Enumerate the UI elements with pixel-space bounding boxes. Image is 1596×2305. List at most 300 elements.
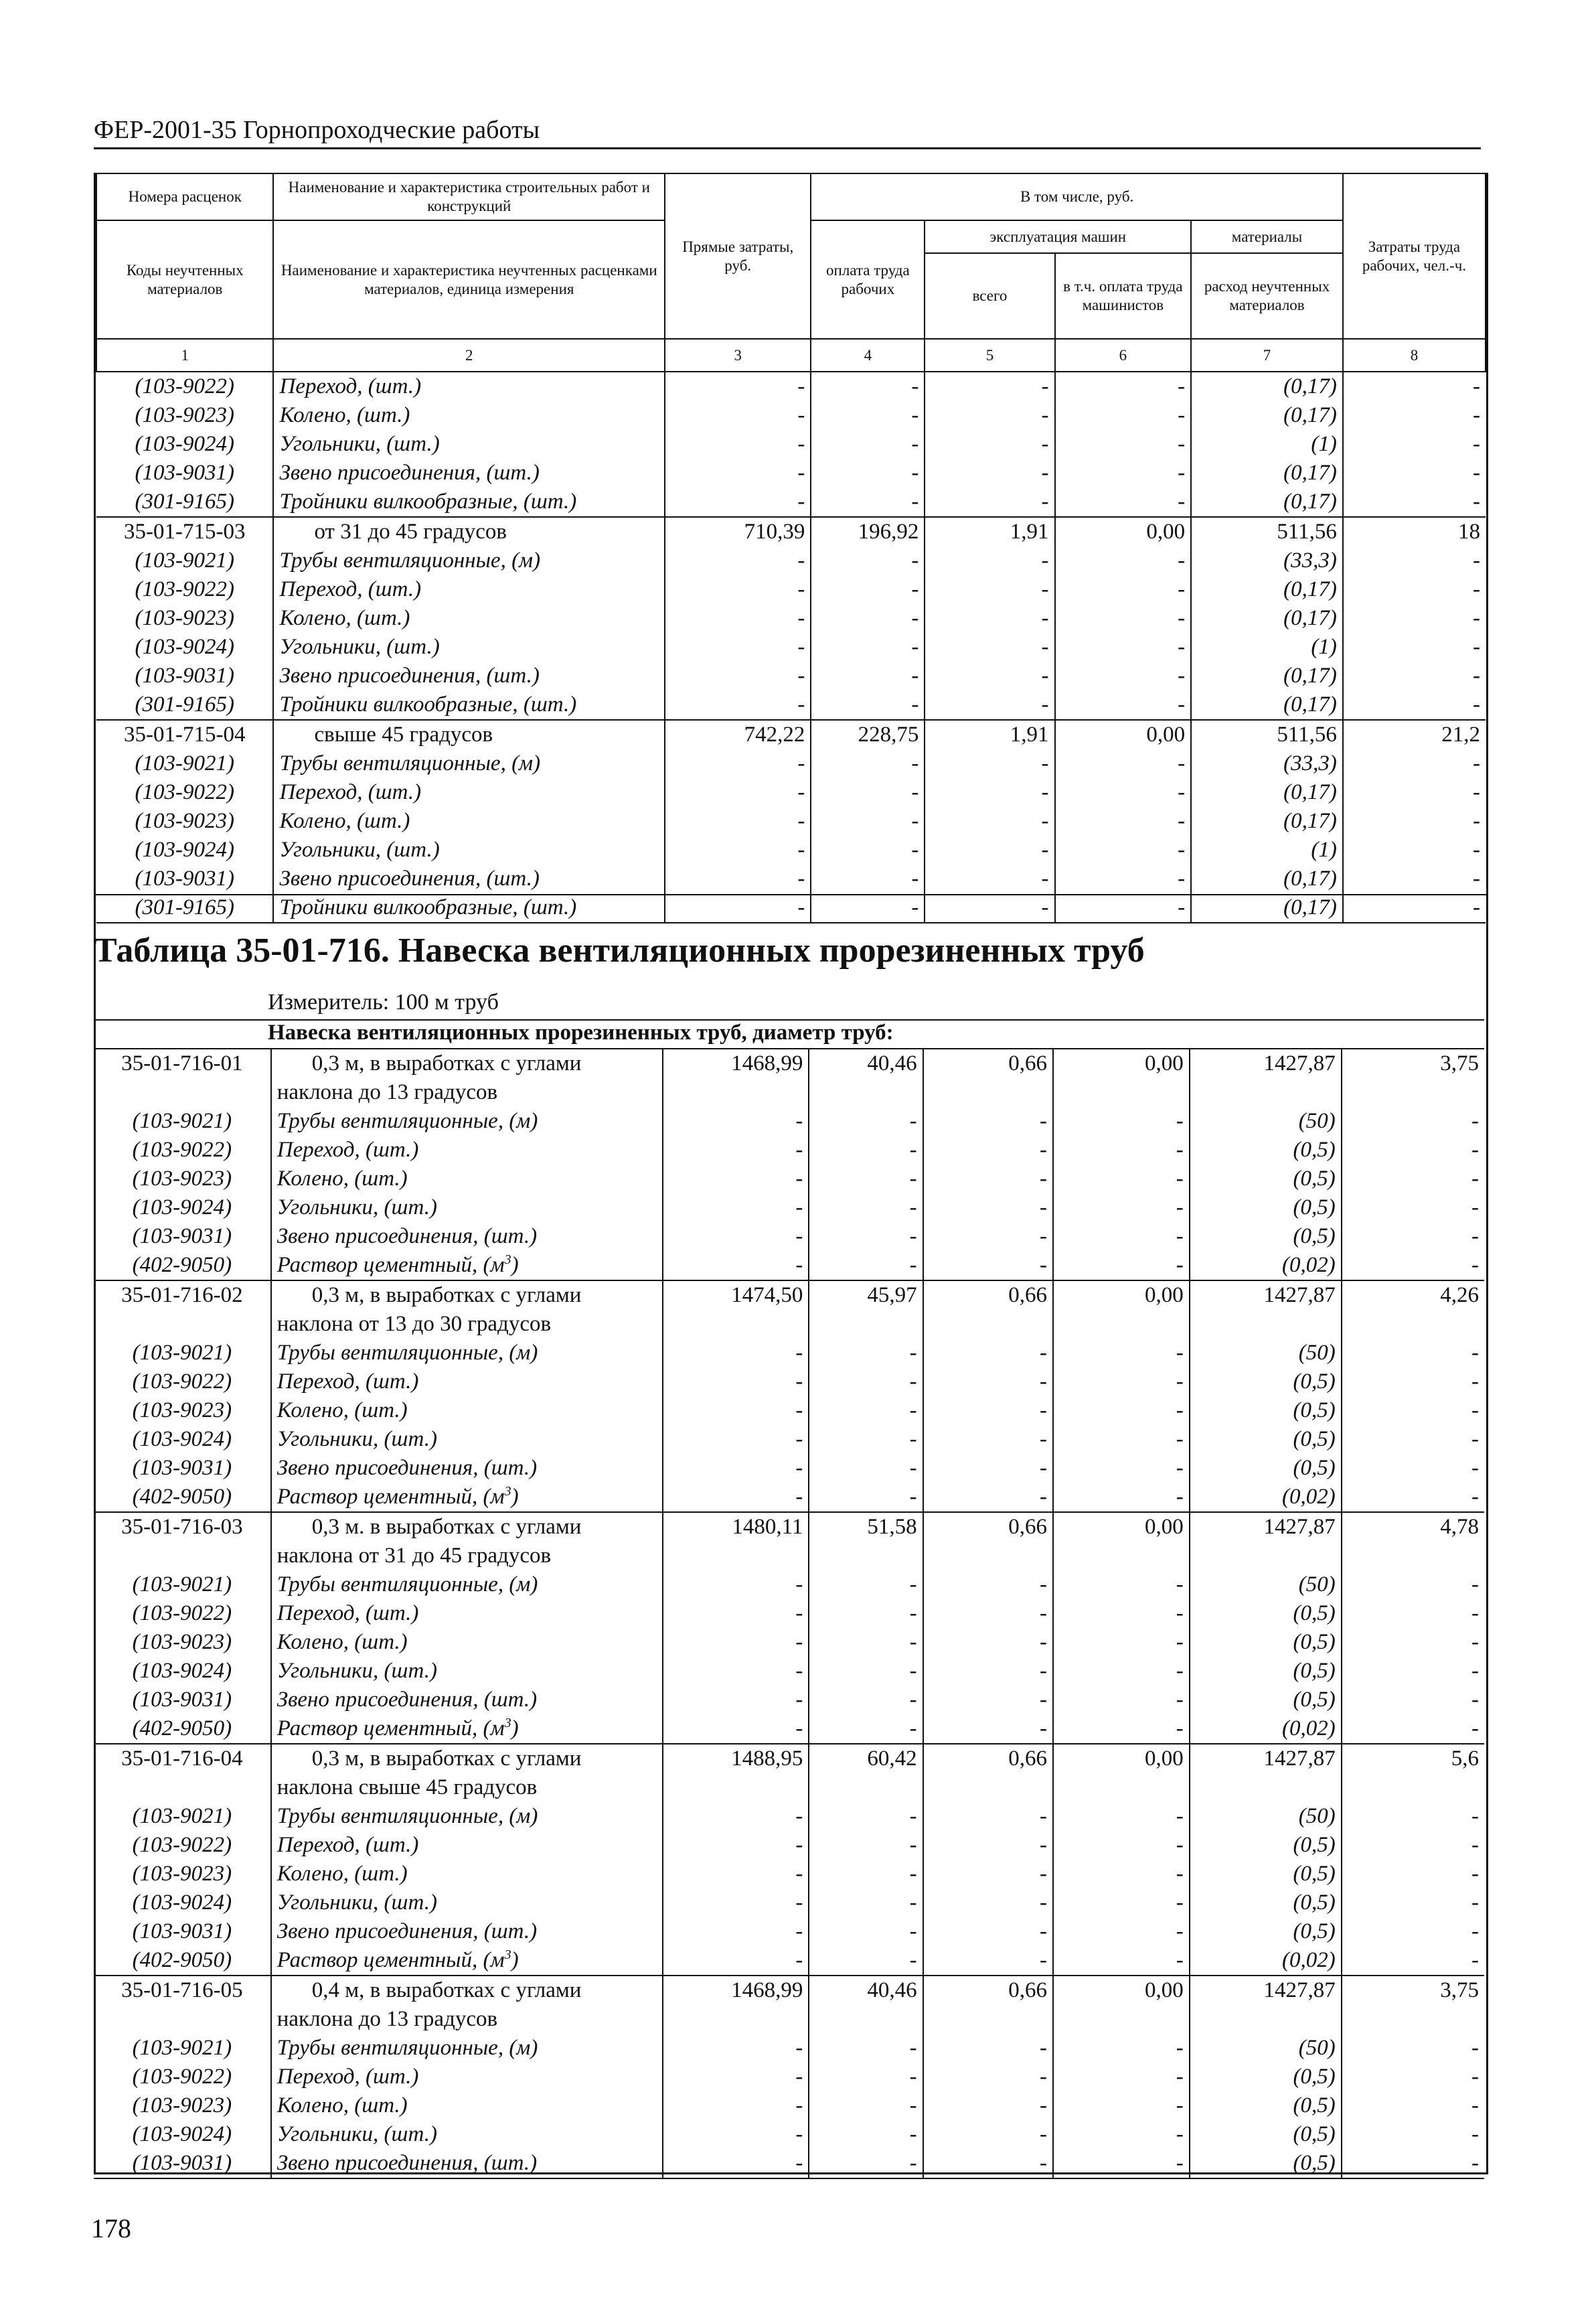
labor-hours-cell: -	[1473, 374, 1480, 398]
machines-total-cell: -	[925, 604, 1054, 633]
rate-code-cell: 35-01-716-01	[94, 1049, 271, 1078]
table-row	[94, 1686, 1484, 1714]
item-name-text: Колено, (шт.)	[276, 1862, 408, 1886]
table-row	[94, 2005, 1484, 2034]
rate-row	[94, 1049, 1484, 1078]
unit-superscript: 3	[504, 1252, 511, 1267]
machinist-pay-cell: -	[1053, 1107, 1190, 1136]
rate-code-cell: (402-9050)	[94, 1251, 271, 1280]
machines-total-cell: -	[925, 575, 1054, 604]
rate-code-cell: (103-9022)	[96, 778, 273, 807]
machinist-pay-cell: -	[1053, 1802, 1190, 1831]
item-name-cell	[271, 1657, 663, 1686]
labor-hours-cell: -	[1473, 780, 1480, 804]
direct-costs-cell: -	[665, 430, 811, 459]
table-row	[94, 1657, 1484, 1686]
labor-hours-cell: -	[1342, 2149, 1484, 2178]
material-usage-cell: (0,17)	[1191, 778, 1343, 807]
machines-total-cell: -	[923, 1193, 1053, 1222]
item-name-text: Колено, (шт.)	[276, 1630, 408, 1654]
machines-total-cell: -	[923, 1860, 1053, 1888]
machines-total-cell: -	[923, 1454, 1053, 1483]
rate-code-cell: (103-9031)	[94, 1454, 271, 1483]
machinist-pay-cell: -	[1053, 1367, 1190, 1396]
direct-costs-cell: -	[665, 690, 811, 720]
machinist-pay-cell	[1053, 1773, 1190, 1802]
item-name-cell	[271, 1107, 663, 1136]
labor-hours-cell	[1342, 1078, 1484, 1107]
machinist-pay-cell: -	[1053, 2149, 1190, 2178]
labor-hours-cell: -	[1473, 432, 1480, 456]
rate-code-cell	[94, 1078, 271, 1107]
worker-pay-cell: -	[809, 1831, 923, 1860]
item-name-cell	[271, 1310, 663, 1339]
worker-pay-cell: -	[811, 546, 925, 575]
machines-total-cell: -	[923, 1396, 1053, 1425]
machines-total-cell: -	[925, 430, 1054, 459]
item-name-text: Угольники, (шт.)	[279, 432, 440, 456]
item-name-cell	[271, 1802, 663, 1831]
worker-pay-cell: 45,97	[809, 1280, 923, 1310]
worker-pay-cell: -	[811, 488, 925, 517]
direct-costs-cell: -	[663, 1454, 809, 1483]
table-row	[94, 1425, 1484, 1454]
labor-hours-cell: -	[1471, 2036, 1479, 2060]
table-row	[96, 690, 1486, 720]
machinist-pay-cell	[1053, 1078, 1190, 1107]
rate-code-cell: (103-9024)	[96, 836, 273, 865]
item-name-text: 0,3 м, в выработках с углами	[311, 1746, 582, 1771]
rate-code-cell: (103-9021)	[94, 1570, 271, 1599]
worker-pay-cell: -	[809, 1860, 923, 1888]
labor-hours-cell: 5,6	[1342, 1744, 1484, 1773]
worker-pay-cell: 51,58	[809, 1512, 923, 1542]
direct-costs-cell: -	[665, 749, 811, 778]
machines-total-cell: -	[923, 1107, 1053, 1136]
material-usage-cell: (1)	[1191, 836, 1343, 865]
direct-costs-cell: -	[665, 893, 811, 923]
item-name-cell	[271, 1049, 663, 1078]
machinist-pay-cell: -	[1055, 690, 1192, 720]
worker-pay-cell: -	[809, 1251, 923, 1280]
direct-costs-cell: -	[663, 2091, 809, 2120]
table-row	[96, 865, 1486, 893]
worker-pay-cell: -	[809, 1222, 923, 1251]
column-number: 7	[1191, 339, 1343, 372]
material-usage-cell: (0,17)	[1191, 690, 1343, 720]
machines-total-cell: -	[923, 1888, 1053, 1917]
item-name-cell	[273, 865, 665, 893]
running-header	[94, 113, 1481, 149]
item-name-cell	[271, 2091, 663, 2120]
labor-hours-cell: -	[1473, 403, 1480, 427]
material-usage-cell: (0,17)	[1191, 372, 1343, 401]
direct-costs-cell: -	[663, 1367, 809, 1396]
machines-total-cell: -	[923, 1251, 1053, 1280]
material-usage-cell: (0,02)	[1190, 1483, 1342, 1512]
direct-costs-cell: -	[663, 2063, 809, 2091]
labor-hours-cell: -	[1471, 1253, 1479, 1277]
worker-pay-cell: -	[811, 690, 925, 720]
labor-hours-cell: -	[1471, 1630, 1479, 1654]
worker-pay-cell: -	[811, 401, 925, 430]
material-usage-cell: (33,3)	[1191, 546, 1343, 575]
material-usage-cell	[1190, 1542, 1342, 1570]
machinist-pay-cell: -	[1055, 633, 1192, 662]
item-name-text: Переход, (шт.)	[276, 1369, 419, 1394]
rate-code-cell: (103-9031)	[94, 1686, 271, 1714]
machinist-pay-cell: -	[1053, 1599, 1190, 1628]
machinist-pay-cell: -	[1053, 1860, 1190, 1888]
table-row	[94, 1136, 1484, 1165]
direct-costs-cell: -	[663, 1339, 809, 1367]
labor-hours-cell: -	[1473, 635, 1480, 659]
direct-costs-cell: -	[663, 1802, 809, 1831]
table-body-2	[94, 1049, 1484, 2178]
labor-hours-cell: -	[1471, 1224, 1479, 1248]
item-name-cell	[271, 1542, 663, 1570]
direct-costs-cell: -	[663, 1657, 809, 1686]
material-usage-cell: (0,5)	[1190, 1599, 1342, 1628]
item-name-text: Переход, (шт.)	[276, 1138, 419, 1162]
machinist-pay-cell: -	[1055, 459, 1192, 488]
worker-pay-cell: -	[811, 372, 925, 401]
labor-hours-cell: -	[1473, 867, 1480, 891]
table-row	[94, 2063, 1484, 2091]
table-row	[94, 1542, 1484, 1570]
rate-row	[94, 1744, 1484, 1773]
machinist-pay-cell: -	[1055, 401, 1192, 430]
machines-total-cell: -	[925, 546, 1054, 575]
machinist-pay-cell: -	[1053, 1628, 1190, 1657]
worker-pay-cell: -	[809, 1888, 923, 1917]
item-name-text: 0,3 м. в выработках с углами	[311, 1515, 582, 1539]
item-name-cell	[271, 1860, 663, 1888]
material-usage-cell: 1427,87	[1190, 1976, 1342, 2005]
column-numbers-row	[96, 339, 1486, 372]
item-name-text: Колено, (шт.)	[279, 403, 410, 427]
rate-code-cell: (103-9023)	[94, 1628, 271, 1657]
material-usage-cell	[1190, 1773, 1342, 1802]
item-name-cell	[273, 488, 665, 517]
direct-costs-cell: -	[665, 488, 811, 517]
direct-costs-cell: -	[665, 546, 811, 575]
rate-code-cell	[94, 1773, 271, 1802]
material-usage-cell: (0,5)	[1190, 1888, 1342, 1917]
labor-hours-cell: -	[1473, 461, 1480, 485]
machines-total-cell: 0,66	[923, 1049, 1053, 1078]
rate-code-cell: (103-9024)	[94, 2120, 271, 2149]
table-row	[96, 459, 1486, 488]
worker-pay-cell: -	[809, 1165, 923, 1193]
rate-code-cell: (103-9023)	[96, 807, 273, 836]
rate-code-cell: (402-9050)	[94, 1483, 271, 1512]
labor-hours-cell: -	[1471, 1804, 1479, 1828]
machines-total-cell: -	[923, 1136, 1053, 1165]
machines-total-cell	[923, 1078, 1053, 1107]
worker-pay-cell: -	[811, 749, 925, 778]
machines-total-cell: -	[923, 1165, 1053, 1193]
labor-hours-cell: -	[1473, 606, 1480, 630]
worker-pay-cell: -	[811, 575, 925, 604]
item-name-text: Звено присоединения, (шт.)	[276, 1224, 538, 1248]
rate-code-cell: (103-9021)	[94, 1107, 271, 1136]
table-row	[94, 1917, 1484, 1946]
item-name-text: Трубы вентиляционные, (м)	[276, 2036, 538, 2060]
rate-code-cell: (103-9031)	[94, 1917, 271, 1946]
direct-costs-cell	[663, 1310, 809, 1339]
labor-hours-cell	[1342, 1773, 1484, 1802]
worker-pay-cell: -	[809, 1454, 923, 1483]
machinist-pay-cell: -	[1053, 1454, 1190, 1483]
material-usage-cell: (0,5)	[1190, 1657, 1342, 1686]
machinist-pay-cell: -	[1053, 1193, 1190, 1222]
worker-pay-cell: -	[809, 1339, 923, 1367]
machinist-pay-cell: -	[1053, 1570, 1190, 1599]
table-row	[96, 893, 1486, 923]
worker-pay-cell	[809, 1310, 923, 1339]
direct-costs-cell: -	[663, 1425, 809, 1454]
col-header-rate-number: Номера расценок	[96, 173, 273, 220]
machines-total-cell: -	[925, 807, 1054, 836]
worker-pay-cell: -	[811, 662, 925, 690]
col-header-material-names: Наименование и характеристика неучтенных расценками материалов, единица измерения	[273, 220, 665, 339]
item-name-text: Тройники вилкообразные, (шт.)	[279, 692, 577, 717]
item-name-cell	[273, 546, 665, 575]
item-name-cell	[273, 778, 665, 807]
item-name-text: Звено присоединения, (шт.)	[279, 664, 540, 688]
table-row	[94, 1860, 1484, 1888]
machinist-pay-cell: -	[1053, 1888, 1190, 1917]
worker-pay-cell: -	[809, 1946, 923, 1976]
item-name-cell	[271, 1773, 663, 1802]
item-name-text: Трубы вентиляционные, (м)	[279, 548, 541, 573]
material-usage-cell: (0,17)	[1191, 488, 1343, 517]
machinist-pay-cell: -	[1053, 1917, 1190, 1946]
item-name-cell	[271, 2005, 663, 2034]
material-usage-cell: (0,5)	[1190, 1136, 1342, 1165]
labor-hours-cell	[1342, 1542, 1484, 1570]
table-row	[94, 2149, 1484, 2178]
machines-total-cell: -	[923, 2063, 1053, 2091]
direct-costs-cell: 1474,50	[663, 1280, 809, 1310]
table-row	[94, 1339, 1484, 1367]
machinist-pay-cell: -	[1055, 778, 1192, 807]
machinist-pay-cell: -	[1053, 1425, 1190, 1454]
unit-superscript: 3	[504, 1947, 511, 1962]
rate-code-cell: (103-9031)	[96, 662, 273, 690]
material-usage-cell: (50)	[1190, 1107, 1342, 1136]
item-name-cell	[271, 2034, 663, 2063]
item-name-cell	[271, 1744, 663, 1773]
rate-code-cell	[94, 1310, 271, 1339]
material-usage-cell: (0,17)	[1191, 807, 1343, 836]
labor-hours-cell: -	[1471, 2093, 1479, 2117]
material-usage-cell: 1427,87	[1190, 1280, 1342, 1310]
material-usage-cell: 1427,87	[1190, 1049, 1342, 1078]
labor-hours-cell: 3,75	[1342, 1976, 1484, 2005]
worker-pay-cell: -	[809, 2149, 923, 2178]
material-usage-cell: 1427,87	[1190, 1512, 1342, 1542]
col-header-including: В том числе, руб.	[811, 173, 1343, 220]
item-name-cell	[273, 517, 665, 546]
direct-costs-cell: -	[665, 836, 811, 865]
unit-tail: )	[511, 1253, 519, 1277]
item-name-text: свыше 45 градусов	[314, 723, 493, 747]
machines-total-cell: -	[925, 662, 1054, 690]
direct-costs-cell: -	[663, 1917, 809, 1946]
item-name-cell	[271, 2063, 663, 2091]
table-row	[94, 1628, 1484, 1657]
col-header-worker-pay: оплата труда рабочих	[811, 220, 925, 339]
material-usage-cell: (50)	[1190, 1570, 1342, 1599]
material-usage-cell: (0,02)	[1190, 1251, 1342, 1280]
item-name-text: наклона до 13 градусов	[276, 2007, 498, 2031]
labor-hours-cell: -	[1471, 1601, 1479, 1625]
table-body-1	[96, 372, 1486, 923]
direct-costs-cell: 1468,99	[663, 1049, 809, 1078]
item-name-cell	[273, 720, 665, 749]
rate-code-cell: (103-9023)	[94, 2091, 271, 2120]
column-number: 5	[925, 339, 1054, 372]
material-usage-cell	[1190, 1078, 1342, 1107]
material-usage-cell: (0,17)	[1191, 893, 1343, 923]
machines-total-cell: -	[925, 690, 1054, 720]
rates-table-1	[96, 173, 1486, 923]
rate-code-cell: (103-9022)	[94, 1831, 271, 1860]
machines-total-cell: -	[923, 1686, 1053, 1714]
item-name-text: Угольники, (шт.)	[276, 1890, 437, 1915]
worker-pay-cell	[809, 1078, 923, 1107]
item-name-text: Раствор цементный, (м	[276, 1485, 505, 1509]
item-name-cell	[271, 1222, 663, 1251]
col-header-labor-hours: Затраты труда рабочих, чел.-ч.	[1343, 173, 1486, 339]
machines-total-cell: -	[923, 2034, 1053, 2063]
machinist-pay-cell: -	[1053, 1251, 1190, 1280]
rate-code-cell: (103-9022)	[96, 575, 273, 604]
item-name-cell	[273, 807, 665, 836]
item-name-text: Колено, (шт.)	[279, 809, 410, 833]
item-name-cell	[271, 1888, 663, 1917]
rate-row	[94, 1976, 1484, 2005]
machinist-pay-cell: 0,00	[1055, 517, 1192, 546]
machines-total-cell: -	[923, 1657, 1053, 1686]
labor-hours-cell: -	[1471, 1138, 1479, 1162]
labor-hours-cell: -	[1471, 1659, 1479, 1683]
item-name-cell	[271, 1831, 663, 1860]
item-name-cell	[271, 1599, 663, 1628]
machinist-pay-cell: -	[1053, 1946, 1190, 1976]
material-usage-cell: (50)	[1190, 2034, 1342, 2063]
worker-pay-cell: -	[809, 1657, 923, 1686]
table-row	[94, 1714, 1484, 1744]
machinist-pay-cell: -	[1055, 430, 1192, 459]
worker-pay-cell: -	[811, 807, 925, 836]
machinist-pay-cell: -	[1055, 546, 1192, 575]
table-row	[94, 1251, 1484, 1280]
material-usage-cell: (50)	[1190, 1339, 1342, 1367]
item-name-cell	[271, 1917, 663, 1946]
table-row	[96, 604, 1486, 633]
rate-code-cell: (103-9023)	[94, 1396, 271, 1425]
labor-hours-cell: -	[1471, 1862, 1479, 1886]
direct-costs-cell	[663, 2005, 809, 2034]
rate-code-cell: (103-9022)	[96, 372, 273, 401]
rate-code-cell: (103-9023)	[96, 401, 273, 430]
table-row	[94, 1396, 1484, 1425]
direct-costs-cell: -	[665, 401, 811, 430]
item-name-text: Раствор цементный, (м	[276, 1948, 505, 1972]
item-name-text: Переход, (шт.)	[276, 1601, 419, 1625]
rate-code-cell: 35-01-715-04	[96, 720, 273, 749]
worker-pay-cell: -	[809, 1686, 923, 1714]
table-header	[96, 173, 1486, 372]
col-header-materials: материалы	[1191, 220, 1343, 253]
labor-hours-cell: -	[1471, 1919, 1479, 1943]
unit-superscript: 3	[504, 1484, 511, 1499]
direct-costs-cell: -	[665, 807, 811, 836]
column-number: 3	[665, 339, 811, 372]
machinist-pay-cell: -	[1053, 2034, 1190, 2063]
material-usage-cell: (1)	[1191, 633, 1343, 662]
direct-costs-cell: -	[665, 865, 811, 893]
rate-code-cell: (103-9024)	[94, 1657, 271, 1686]
rate-code-cell: 35-01-716-03	[94, 1512, 271, 1542]
rate-code-cell: (103-9031)	[94, 2149, 271, 2178]
machines-total-cell: -	[923, 1367, 1053, 1396]
direct-costs-cell: -	[663, 2149, 809, 2178]
table-row	[94, 1483, 1484, 1512]
machinist-pay-cell: -	[1055, 488, 1192, 517]
rate-code-cell: 35-01-716-05	[94, 1976, 271, 2005]
table-row	[94, 1193, 1484, 1222]
machines-total-cell: -	[923, 1831, 1053, 1860]
labor-hours-cell: -	[1471, 1688, 1479, 1712]
labor-hours-cell: -	[1471, 1109, 1479, 1133]
item-name-text: Звено присоединения, (шт.)	[276, 2151, 538, 2175]
item-name-text: Трубы вентиляционные, (м)	[276, 1109, 538, 1133]
machines-total-cell: 0,66	[923, 1512, 1053, 1542]
item-name-cell	[271, 1339, 663, 1367]
col-header-direct-costs: Прямые затраты, руб.	[665, 173, 811, 339]
direct-costs-cell: -	[663, 1483, 809, 1512]
column-number: 8	[1343, 339, 1486, 372]
machinist-pay-cell: -	[1053, 2063, 1190, 2091]
col-header-machines-total: всего	[925, 253, 1054, 339]
material-usage-cell: (0,17)	[1191, 604, 1343, 633]
material-usage-cell: (0,17)	[1191, 459, 1343, 488]
direct-costs-cell: -	[665, 778, 811, 807]
item-name-cell	[271, 1251, 663, 1280]
rate-code-cell: (103-9021)	[94, 1339, 271, 1367]
machinist-pay-cell: -	[1055, 749, 1192, 778]
labor-hours-cell: 21,2	[1343, 720, 1486, 749]
machines-total-cell: -	[923, 1339, 1053, 1367]
item-name-cell	[273, 633, 665, 662]
item-name-text: Переход, (шт.)	[276, 2065, 419, 2089]
machines-total-cell: 0,66	[923, 1280, 1053, 1310]
labor-hours-cell: -	[1473, 838, 1480, 862]
item-name-text: наклона до 13 градусов	[276, 1080, 498, 1104]
item-name-text: Трубы вентиляционные, (м)	[276, 1804, 538, 1828]
table-row	[96, 749, 1486, 778]
table-row	[96, 836, 1486, 865]
machines-total-cell: -	[925, 893, 1054, 923]
item-name-text: Звено присоединения, (шт.)	[279, 867, 540, 891]
item-name-text: Трубы вентиляционные, (м)	[276, 1572, 538, 1596]
item-name-text: Трубы вентиляционные, (м)	[279, 751, 541, 775]
material-usage-cell: (0,5)	[1190, 2149, 1342, 2178]
